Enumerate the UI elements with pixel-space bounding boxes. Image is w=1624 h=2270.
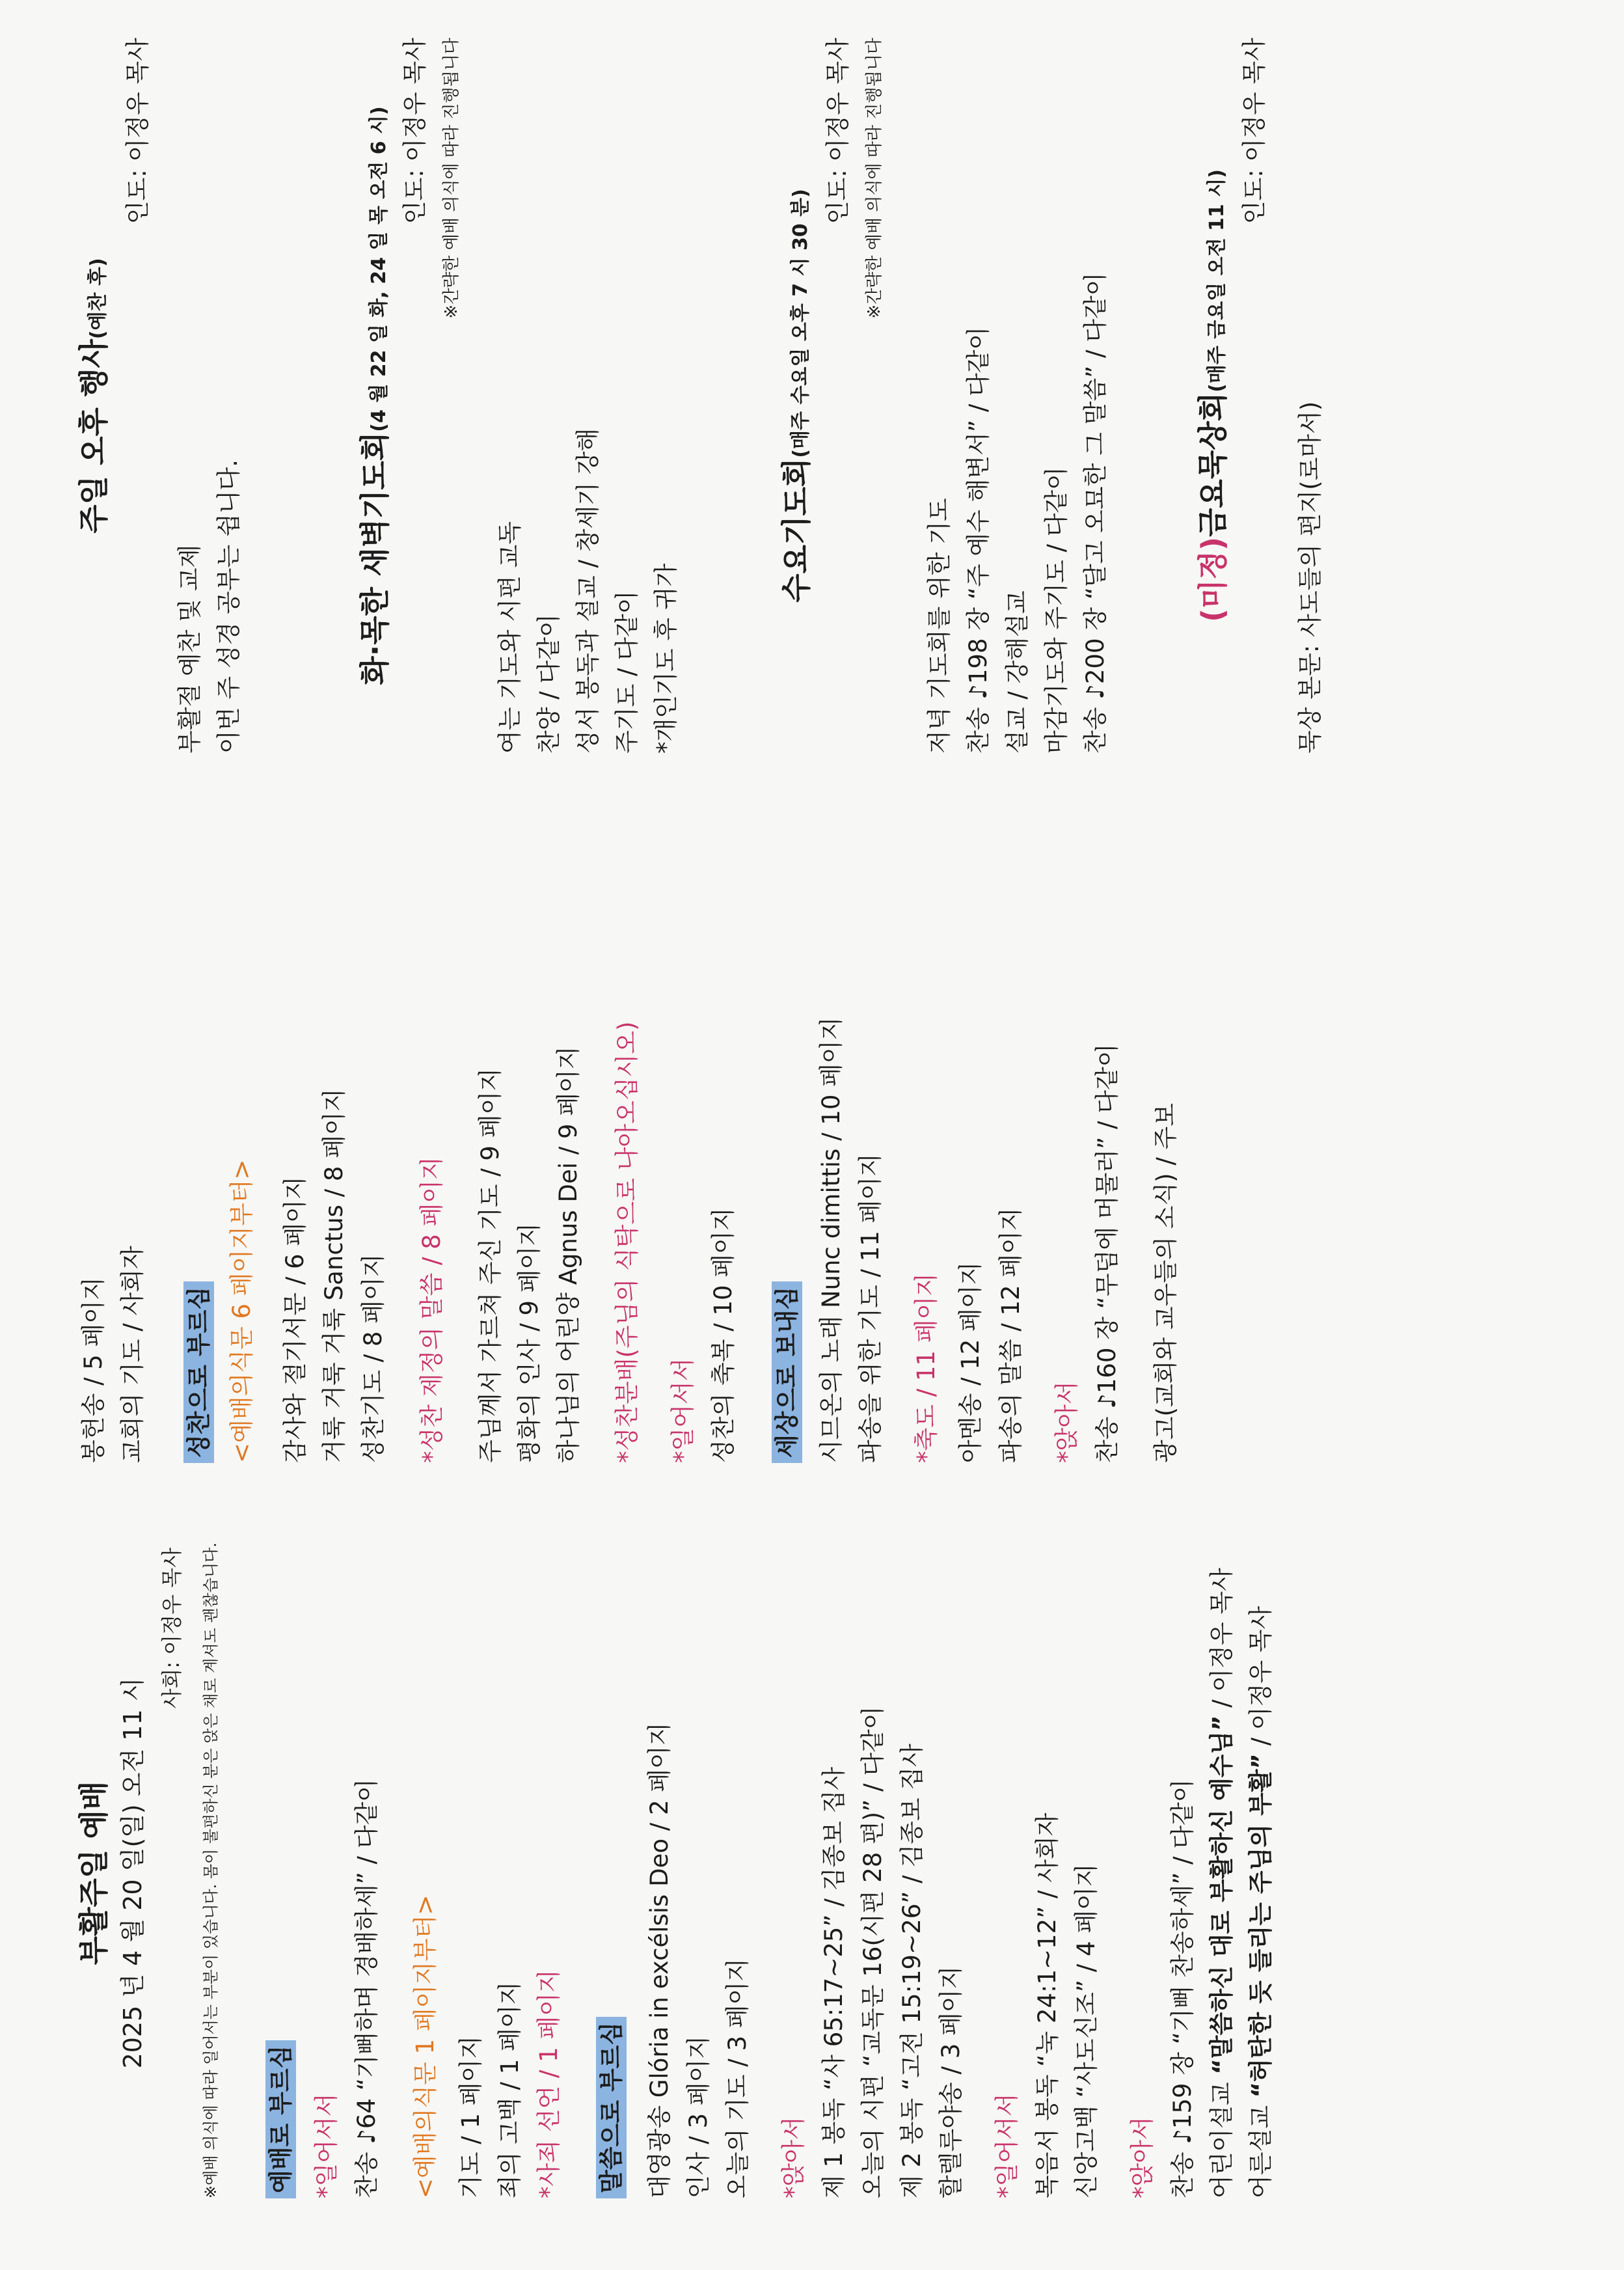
order-item: 하나님의 어린양 Agnus Dei / 9 페이지 [554,1046,582,1463]
event-leader: 인도: 이정우 목사 [1240,38,1268,225]
order-item: 성찬기도 / 8 페이지 [359,1253,387,1463]
section-communion: 성찬으로 부르심 [183,1281,214,1463]
event-title: 화·목한 새벽기도회(4 월 22 일 화, 24 일 목 오전 6 시) [357,106,392,685]
event-note: ※간략한 예배 의식에 따라 진행됩니다 [442,38,461,319]
liturgy-reference: <예배의식문 6 페이지부터> [228,1159,256,1463]
order-item: 광고(교회와 교우들의 소식) / 주보 [1152,1102,1180,1463]
event-item: 여는 기도와 시편 교독 [496,521,524,754]
service-date: 2025 년 4 월 20 일(일) 오전 11 시 [118,1677,147,2069]
order-item: 파송의 말씀 / 12 페이지 [997,1207,1025,1463]
event-title: 주일 오후 행사(예찬 후) [76,258,111,534]
tentative-label: (미정) [1195,537,1230,622]
order-item: *축도 / 11 페이지 [912,1272,940,1463]
order-item: 감사와 절기서문 / 6 페이지 [281,1176,309,1463]
event-title: 수요기도회(매주 수요일 오후 7 시 30 분) [779,189,814,603]
order-item: *성찬분배(주님의 식탁으로 나아오십시오) [613,1021,641,1463]
order-item: 평화의 인사 / 9 페이지 [515,1223,543,1463]
event-item: 부활절 예찬 및 교제 [176,544,204,754]
stand-cue: *일어서서 [312,2093,340,2198]
event-leader: 인도: 이정우 목사 [124,38,152,225]
children-sermon-title: “말씀하신 대로 부활하신 예수님” [1208,1715,1236,2075]
event-item: 찬송 ♪200 장 “달고 오묘한 그 말씀” / 다같이 [1081,272,1109,754]
order-item: 찬송 ♪159 장 “기뻐 찬송하세” / 다같이 [1169,1779,1197,2198]
event-item: 주기도 / 다같이 [613,590,641,754]
sermon-title: “허탄한 듯 들리는 주님의 부활” [1247,1753,1275,2098]
order-item: 아멘송 / 12 페이지 [956,1261,984,1463]
order-item: 대영광송 Glória in excélsis Deo / 2 페이지 [645,1722,673,2198]
order-item: 신앙고백 “사도신조” / 4 페이지 [1072,1863,1100,2198]
event-leader: 인도: 이정우 목사 [401,38,429,225]
order-item: 제 2 봉독 “고전 15:19~26” / 김종보 집사 [898,1744,926,2198]
order-item: 어른설교 “허탄한 듯 들리는 주님의 부활” / 이정우 목사 [1247,1606,1275,2198]
event-item: 설교 / 강해설교 [1003,590,1031,754]
order-item: *사죄 선언 / 1 페이지 [535,1969,563,2198]
order-item: 봉헌송 / 5 페이지 [79,1277,107,1463]
hymn-line: 찬송 ♪64 “기뻐하며 경배하세” / 다같이 [353,1779,381,2198]
event-item: 찬송 ♪198 장 “주 예수 해변서” / 다같이 [964,326,992,754]
stand-cue: *일어서서 [669,1358,697,1463]
order-item: 할렐루야송 / 3 페이지 [937,1965,965,2198]
order-item: 오늘의 기도 / 3 페이지 [724,1958,751,2198]
section-call-by-word: 말씀으로 부르심 [596,2017,627,2198]
liturgy-reference: <예배의식문 1 페이지부터> [411,1894,439,2198]
order-of-worship-column-1 [0,1542,1624,2198]
order-item: 어린이설교 “말씀하신 대로 부활하신 예수님” / 이정우 목사 [1208,1568,1236,2198]
posture-note: ※예배 의식에 따라 일어서는 부분이 있습니다. 몸이 불편하신 분은 앉은 채로 계셔도 괜찮습니다. [202,1542,220,2198]
order-item: *성찬 제정의 말씀 / 8 페이지 [418,1156,446,1463]
order-item: 찬송 ♪160 장 “무덤에 머물러” / 다같이 [1093,1043,1121,1463]
order-item: 기도 / 1 페이지 [457,2036,485,2198]
event-item: 마감기도와 주기도 / 다같이 [1042,467,1070,754]
event-title: (미정)금요묵상회(매주 금요일 오전 11 시) [1195,169,1230,622]
order-item: 제 1 봉독 “사 65:17~25” / 김종보 집사 [820,1766,848,2198]
order-item: 거룩 거룩 거룩 Sanctus / 8 페이지 [320,1088,348,1463]
section-sending: 세상으로 보내심 [772,1281,802,1463]
event-item: 저녁 기도회를 위한 기도 [925,498,953,754]
order-item: 성찬의 축복 / 10 페이지 [709,1207,737,1463]
event-item: 묵상 본문: 사도들의 편지(로마서) [1296,401,1324,754]
sit-cue: *앉아서 [1128,2116,1156,2198]
event-item: 이번 주 성경 공부는 쉽니다. [215,459,243,754]
event-item: 찬양 / 다같이 [535,614,563,754]
order-item: 인사 / 3 페이지 [684,2036,712,2198]
weekly-events-column [0,38,1624,754]
order-item: 시므온의 노래 Nunc dimittis / 10 페이지 [817,1017,845,1463]
event-item: 성서 봉독과 설교 / 창세기 강해 [574,428,602,754]
sit-cue: *앉아서 [779,2116,807,2198]
event-leader: 인도: 이정우 목사 [824,38,852,225]
section-call-to-worship: 예배로 부르심 [265,2040,296,2198]
order-of-worship-column-2 [0,812,1624,1463]
event-note: ※간략한 예배 의식에 따라 진행됩니다 [865,38,884,319]
order-item: 오늘의 시편 “교독문 16(시편 28 편)” / 다같이 [859,1706,887,2198]
presider: 사회: 이정우 목사 [159,1548,184,1709]
order-item: 주님께서 가르쳐 주신 기도 / 9 페이지 [476,1068,504,1463]
order-item: 복음서 봉독 “눅 24:1~12” / 사회자 [1033,1812,1061,2198]
service-title: 부활주일 예배 [76,1781,111,1965]
order-item: 교회의 기도 / 사회자 [118,1246,146,1463]
event-item: *개인기도 후 귀가 [652,563,680,754]
order-item: 파송을 위한 기도 / 11 페이지 [856,1153,884,1463]
sit-cue: *앉아서 [1053,1381,1081,1463]
order-item: 죄의 고백 / 1 페이지 [496,1981,524,2198]
stand-cue: *일어서서 [993,2093,1021,2198]
